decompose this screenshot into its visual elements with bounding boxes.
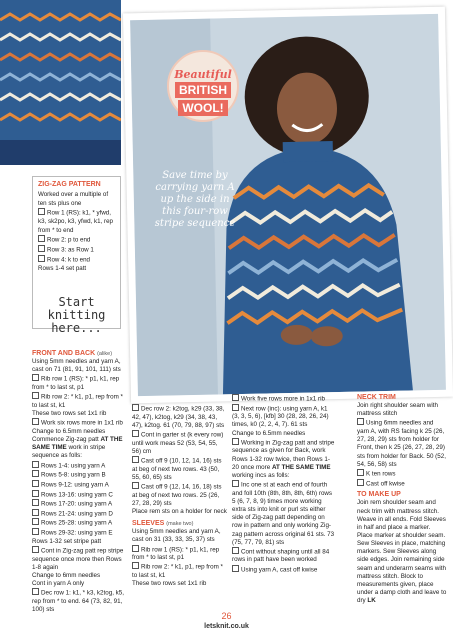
instruction-text: Work five rows more in 1x1 rib [241,395,325,403]
instruction-text: Rib row 2: * k1, p1, rep from * to last st, k1 [132,563,223,579]
checkbox-icon [32,588,39,595]
checkbox-icon [232,480,239,487]
section-heading-neck-trim: NECK TRIM [357,394,396,401]
stripe-row: Rows 17-20: using yarn A [41,500,113,508]
zigzag-row-text: Row 1 (RS): k1, * yfwd, k3, sk2po, k3, yfwd, k1, rep from * to end [38,209,113,234]
instruction-text: Cast off kwise [366,480,405,488]
website-url: letsknit.co.uk [204,623,249,630]
checkbox-icon [232,547,239,554]
page-number: 26 [221,611,232,621]
checkbox-icon [32,418,39,425]
instruction-text: Dec row 1: k1, * k3, k2tog, k5, rep from * to end. 64 (73, 82, 91, 100) sts [32,589,125,614]
stripe-row: Rows 21-24: using yarn D [41,510,113,518]
stripe-row: Rows 1-4: using yarn A [41,462,106,470]
instruction-text: Using 5mm needles and yarn A, cast on 31 (33, 33, 35, 37) sts [132,528,221,544]
checkbox-icon [32,392,39,399]
section-heading-to-make-up: TO MAKE UP [357,491,401,499]
finishing-column [357,394,447,605]
section-heading-sleeves: SLEEVES (make two) [132,520,194,528]
instruction-text: Rib row 1 (RS): * p1, k1, rep from * to last st, p1 [32,375,120,392]
instruction-text: K ten rows [366,470,396,478]
instruction-text: Inc one st at each end of fourth and foll 10th (8th, 8th, 8th, 6th) rows 5 (6, 7, 8, 9) times more working extra sts into knit or purl sts either side of Zig-zag patt depending on row in pattern and only working Zig-zag pattern across original 61 sts. 73 (75, 77, 79, 81) sts [232,481,335,546]
instruction-text: Cont in garter st (k every row) until work meas 52 (53, 54, 55, 56) cm [132,431,224,455]
stripe-row: Rows 13-16: using yarn C [41,491,113,498]
badge-line-3: WOOL! [178,100,227,116]
instruction-text: These two rows set 1x1 rib [132,580,207,588]
checkbox-icon [32,480,39,487]
instruction-text: Dec row 2: k2tog, k29 (33, 38, 42, 47), k2tog, k29 (34, 38, 43, 47), k2tog. 61 (70, 79, 88, 97) sts [132,405,225,429]
checkbox-icon [357,418,364,425]
checkbox-icon [38,255,45,262]
instruction-text: Change to 6mm needles [32,571,101,579]
sleeves-column [132,404,227,588]
checkbox-icon [132,545,139,552]
zigzag-outro: Rows 1-4 set patt [38,264,87,272]
sweater-detail-photo [0,0,121,165]
checkbox-icon [32,490,39,497]
instruction-text: Working in Zig-zag patt and stripe sequence as given for Back, work Rows 1-32 row twice, then Rows 1-20 once more [232,439,335,471]
sleeves-continued-column: Work five rows more in 1x1 rib Next row (inc): using yarn A, k1 (3, 3, 5, 6), [kfb] 30 (28, 28, 26, 24) times, k0 (2, 2, 4, 7). 61 sts Change to 6.5mm needles Working in Zig-zag patt and stripe sequence as given for Back, work Rows 1-32 row twice, then Rows 1-20 once more AT THE SAME TIME working incs as folls: Inc one st at each end of fourth and foll 10th (8th, 8th, 8th, 6th) rows 5 (6, 7, 8, 9) times more working extra sts into knit or purl sts either side of Zig-zag patt depending on row in pattern and only working Zig-zag pattern across original 61 sts. 73 (75, 77, 79, 81) sts Cont without shaping until all 84 rows in patt have been worked Using yarn A, cast off kwise [232,395,335,574]
checkbox-icon [132,456,139,463]
checkbox-icon [32,528,39,535]
stripe-row: Rows 25-28: using yarn A [41,519,113,527]
zigzag-row [38,245,115,255]
handwritten-tip: Save time by carrying yarn A up the side in this four-row stripe sequence [154,170,236,229]
instruction-text: Using 5mm needles and yarn A, cast on 71 (81, 91, 101, 111) sts [32,358,121,374]
start-knitting-heading [32,296,121,335]
stripe-row: Rows 9-12: using yarn A [41,481,109,489]
instruction-text: Rows 1-32 set stripe patt [32,537,102,545]
zigzag-row [38,208,115,235]
checkbox-icon [357,469,364,476]
badge-line-1: Beautiful [174,68,232,81]
zigzag-row-text: Row 4: k to end [47,256,90,264]
checkbox-icon [232,404,239,411]
zigzag-row-text: Row 3: as Row 1 [47,246,94,254]
checkbox-icon [38,235,45,242]
checkbox-icon [132,430,139,437]
badge-line-2: BRITISH [175,82,231,98]
checkbox-icon [232,565,239,572]
instruction-text: Place rem sts on a holder for neck [132,507,227,515]
zigzag-intro: Worked over a multiple of ten sts plus one [38,191,109,207]
instruction-text: Change to 6.5mm needles [232,429,306,437]
instruction-text: Cast off 9 (12, 14, 16, 18) sts at beg of next two rows. 25 (26, 27, 28, 29) sts [132,483,222,507]
instruction-text: Next row (inc): using yarn A, k1 (3, 3, 5, 6), [kfb] 30 (28, 28, 26, 24) times, k0 (2, 2, 4, 7). 61 sts [232,405,329,429]
instruction-text: Using yarn A, cast off kwise [241,566,318,574]
zigzag-row [38,255,115,265]
zigzag-row-text: Row 2: p to end [47,236,91,244]
checkbox-icon [38,208,45,215]
instruction-text: Join rem shoulder seam and neck trim with mattress stitch. Weave in all ends. Fold Sleeves in half and place a marker. Place marker at shoulder seam. Sew Sleeves in place, matching markers. Sew Sleeves along side edges. Join remaining side seam and underarm seams with mattress stitch. Block to measurements given, place under a damp cloth and leave to dry LK [357,499,447,605]
instruction-text: Cont in yarn A only [32,580,85,588]
instruction-text: Using 6mm needles and yarn A, with RS facing k 25 (26, 27, 28, 29) sts from holder for Front, then k 25 (26, 27, 28, 29) sts from holder for Back. 50 (52, 54, 56, 58) sts [357,419,446,468]
checkbox-icon [132,482,139,489]
instruction-text: Change to 6.5mm needles [32,427,106,435]
instruction-text: Join right shoulder seam with mattress stitch [357,402,438,418]
checkbox-icon [32,518,39,525]
instruction-text: Cast off 9 (10, 12, 14, 16) sts at beg of next two rows. 43 (50, 55, 60, 65) sts [132,457,222,481]
checkbox-icon [38,245,45,252]
checkbox-icon [32,374,39,381]
checkbox-icon [32,499,39,506]
instruction-text: Rib row 1 (RS): * p1, k1, rep from * to last st, p1 [132,546,220,562]
checkbox-icon [32,546,39,553]
british-wool-badge [167,50,239,122]
zigzag-row [38,235,115,245]
stripe-row: Rows 29-32: using yarn E [41,529,113,537]
instruction-text: Cont without shaping until all 84 rows in patt have been worked [232,548,330,564]
checkbox-icon [132,404,139,411]
checkbox-icon [32,470,39,477]
start-knitting-text: Start knitting here... [47,295,106,335]
checkbox-icon [232,394,239,401]
instruction-text: These two rows set 1x1 rib [32,410,107,418]
stripe-row: Rows 5-8: using yarn B [41,471,106,479]
checkbox-icon [132,562,139,569]
checkbox-icon [232,438,239,445]
front-and-back-column [32,350,127,614]
section-heading-front-back: FRONT AND BACK (alike) [32,350,113,357]
checkbox-icon [32,461,39,468]
checkbox-icon [32,509,39,516]
instruction-text: Rib row 2: * k1, p1, rep from * to last st, k1 [32,393,123,409]
instruction-text: Work six rows more in 1x1 rib [41,419,123,427]
instruction-text: Commence Zig-zag patt AT THE SAME TIME work in stripe sequence as folls: [32,436,123,460]
checkbox-icon [357,479,364,486]
zigzag-title: ZIG-ZAG PATTERN [38,181,101,188]
instruction-text: Cont in Zig-zag patt rep stripe sequence once more then Rows 1-8 again [32,547,124,571]
